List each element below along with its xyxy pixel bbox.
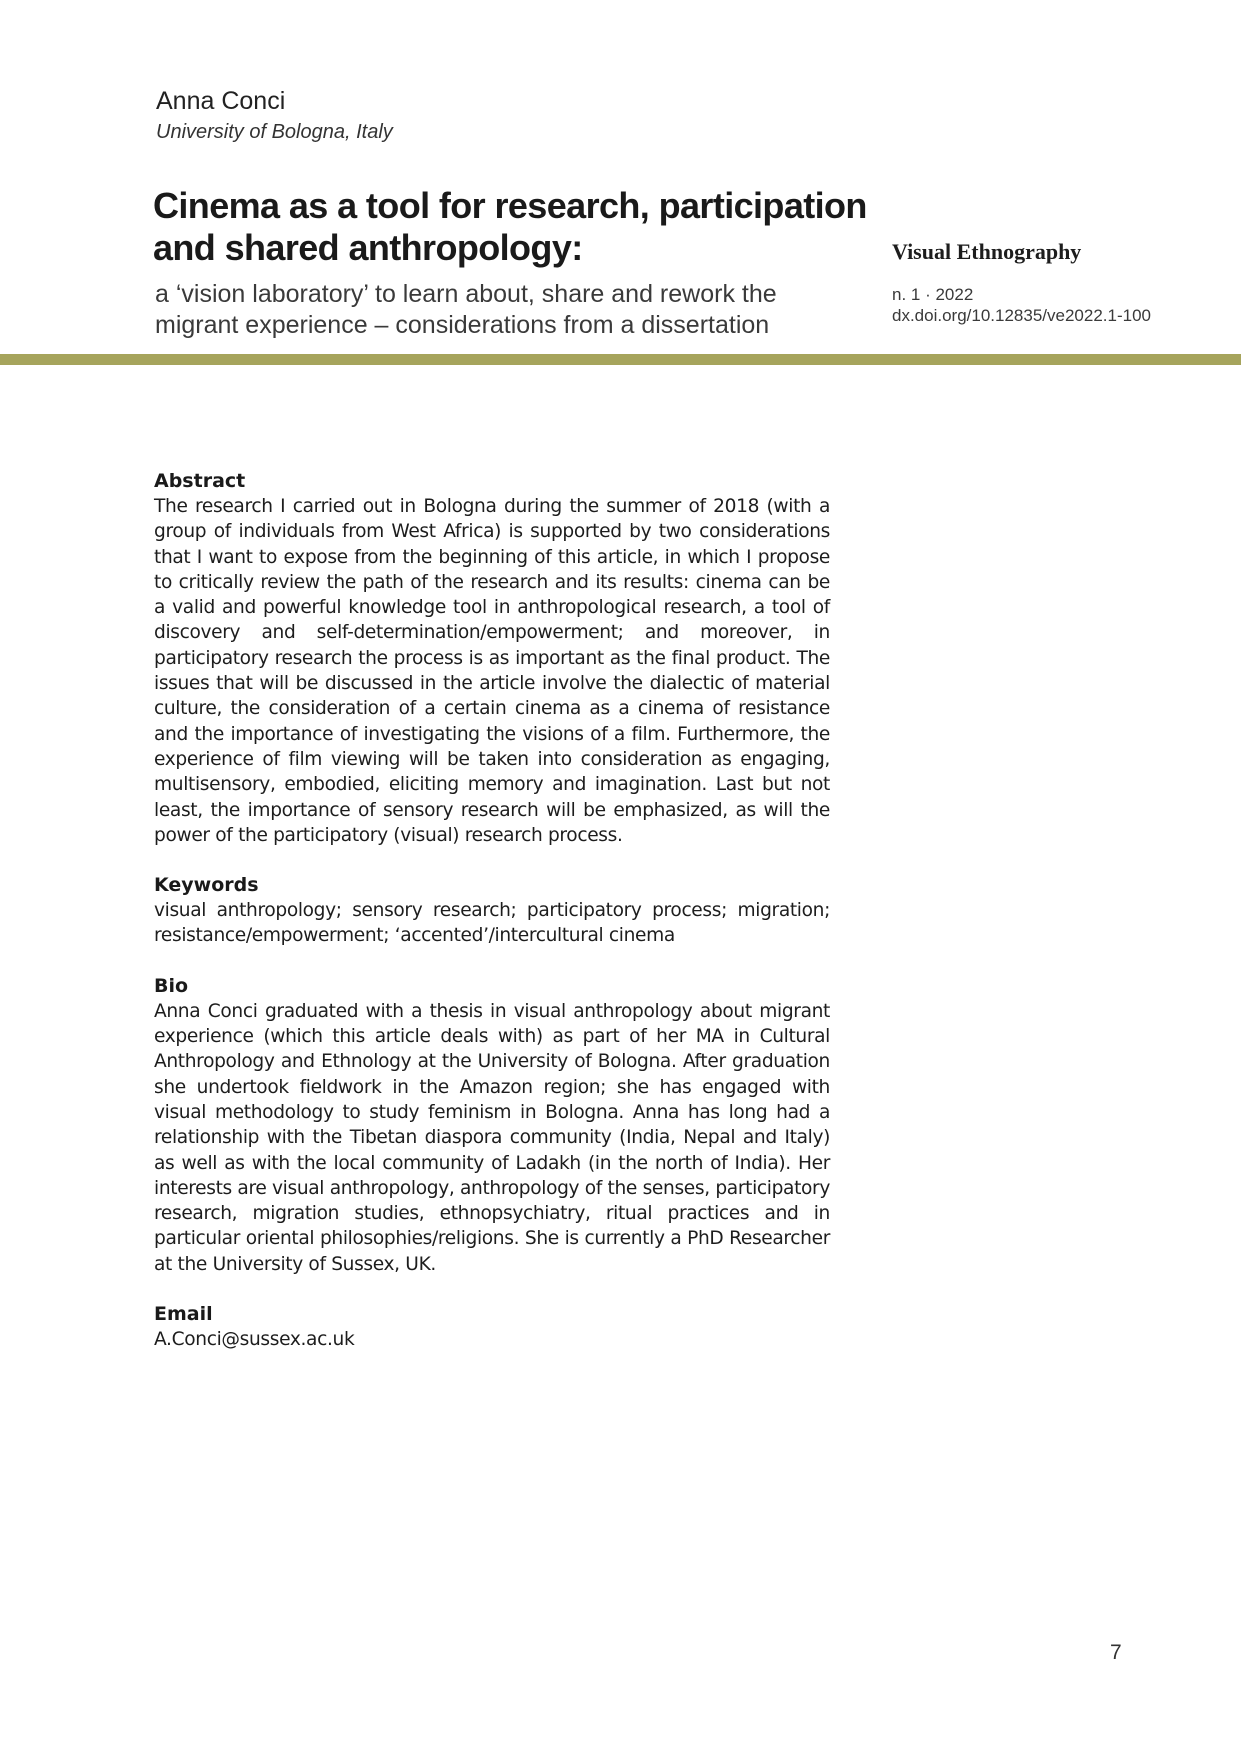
page-number: 7 — [1110, 1641, 1122, 1664]
keywords-heading: Keywords — [154, 874, 259, 897]
article-subtitle: a ‘vision laboratory’ to learn about, share and rework the migrant experience – considerations from a dissertation — [155, 280, 777, 339]
bio-heading: Bio — [154, 974, 189, 997]
author-affiliation: University of Bologna, Italy — [156, 121, 393, 143]
email-address[interactable]: A.Conci@sussex.ac.uk — [154, 1329, 355, 1351]
journal-doi: dx.doi.org/10.12835/ve2022.1-100 — [892, 306, 1151, 325]
abstract-text: The research I carried out in Bologna during the summer of 2018 (with a group of individuals from West Africa) is supported by two considerations that I want to expose from the beginning of this article, in which I propose to critically review the path of the research and its results: cinema can be a valid and powerful knowledge tool in anthropological research, a tool of discovery and self-determination/empowerment; and moreover, in participatory research the process is as important as the final product. The issues that will be discussed in the article involve the dialectic of material culture, the consideration of a certain cinema as a cinema of resistance and the importance of investigating the visions of a film. Furthermore, the experience of film viewing will be taken into consideration as engaging, multisensory, embodied, eliciting memory and imagination. Last but not least, the importance of sensory research will be emphasized, as will the power of the participatory (visual) research process. — [154, 496, 830, 846]
email-heading: Email — [154, 1303, 213, 1326]
bio-text: Anna Conci graduated with a thesis in visual anthropology about migrant experience (which this article deals with) as part of her MA in Cultural Anthropology and Ethnology at the University of Bologna. After graduation she undertook fieldwork in the Amazon region; she has engaged with visual methodology to study feminism in Bologna. Anna has long had a relationship with the Tibetan diaspora community (India, Nepal and Italy) as well as with the local community of Ladakh (in the north of India). Her interests are visual anthropology, anthropology of the senses, participatory research, migration studies, ethnopsychiatry, ritual practices and in particular oriental philosophies/religions. She is currently a PhD Researcher at the University of Sussex, UK. — [154, 1000, 830, 1275]
bio-section — [154, 974, 830, 1277]
email-section — [154, 1302, 830, 1352]
article-front-matter — [154, 469, 830, 1352]
author-name: Anna Conci — [156, 87, 286, 115]
keywords-text: visual anthropology; sensory research; participatory process; migration; resistance/empowerment; ‘accented’/intercultural cinema — [154, 900, 830, 947]
article-title: Cinema as a tool for research, participation and shared anthropology: — [153, 185, 867, 268]
journal-issue: n. 1 · 2022 — [892, 285, 974, 304]
header-divider — [0, 354, 1241, 365]
abstract-section — [154, 469, 830, 848]
abstract-heading: Abstract — [154, 470, 246, 492]
journal-name: Visual Ethnography — [892, 239, 1082, 264]
keywords-section — [154, 873, 830, 949]
